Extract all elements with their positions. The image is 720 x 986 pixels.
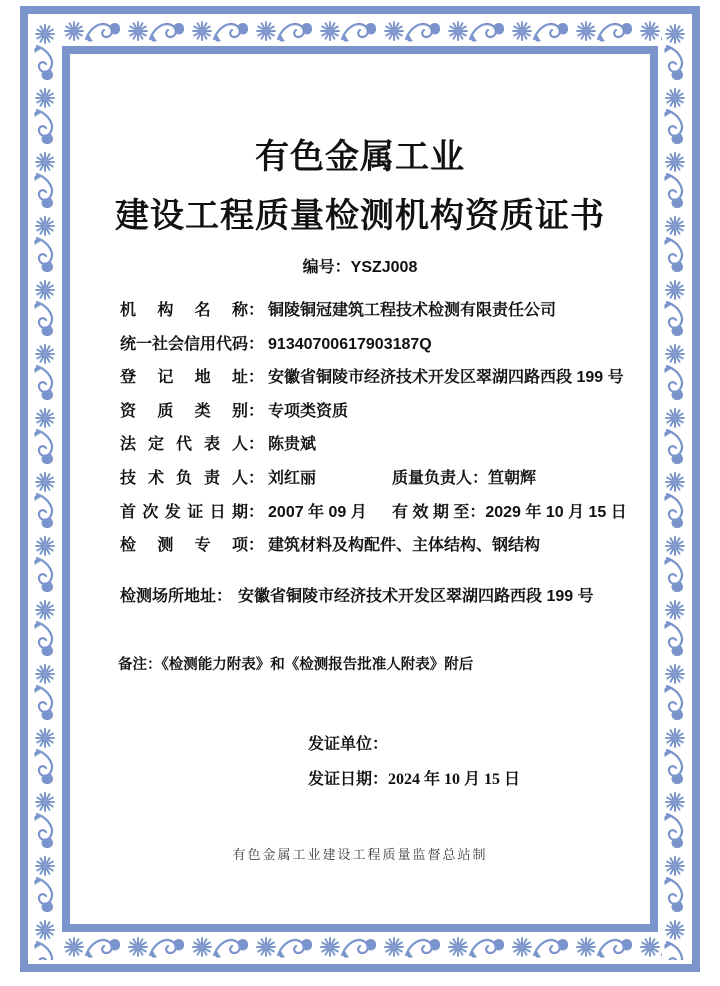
field-label: 质量负责人 [392, 469, 473, 487]
serial-label: 编号： [302, 259, 351, 276]
colon: ： [469, 503, 486, 521]
colon: ： [248, 402, 265, 420]
serial-value: YSZJ008 [350, 259, 418, 276]
serial-number-line [0, 258, 720, 278]
row-inspection-site-address [120, 586, 594, 608]
field-label: 机构名称 [120, 302, 248, 319]
row-technical-manager [120, 462, 624, 496]
field-label: 资质类别 [120, 402, 248, 420]
remark-line: 备注：《检测能力附表》和《检测报告批准人附表》附后 [118, 657, 474, 673]
field-label: 检测场所地址 [120, 588, 217, 605]
border-ornament-bottom [58, 934, 662, 960]
field-label: 首次发证日期 [120, 503, 248, 521]
row-first-issue-date [120, 496, 627, 530]
colon: ： [216, 588, 233, 605]
certificate-title-line2: 建设工程质量检测机构资质证书 [115, 197, 605, 235]
field-label: 有 效 期 至 [392, 503, 470, 521]
colon: ： [248, 436, 265, 454]
field-value: 笪朝辉 [488, 469, 537, 487]
border-ornament-top [58, 18, 662, 44]
field-value: 2029 年 10 月 15 日 [485, 503, 627, 521]
row-legal-representative [120, 428, 624, 462]
colon: ： [248, 335, 265, 353]
field-label: 技术负责人 [120, 469, 248, 487]
field-value: 陈贵斌 [268, 436, 317, 454]
colon: ： [248, 369, 265, 387]
issuing-date-value: 2024 年 10 月 15 日 [388, 771, 521, 788]
field-value: 安徽省铜陵市经济技术开发区翠湖四路西段 199 号 [268, 369, 624, 387]
field-value: 铜陵铜冠建筑工程技术检测有限责任公司 [268, 302, 557, 319]
colon: ： [248, 503, 265, 521]
issuing-date-line [308, 770, 520, 790]
certificate-title-line1: 有色金属工业 [255, 138, 465, 176]
issuing-unit-line: 发证单位： [308, 736, 389, 753]
row-registered-address [120, 361, 624, 395]
field-value: 安徽省铜陵市经济技术开发区翠湖四路西段 199 号 [238, 588, 594, 605]
row-inspection-specialties [120, 529, 624, 563]
field-label: 登记地址 [120, 369, 248, 387]
field-label: 法定代表人 [120, 436, 248, 454]
field-value: 专项类资质 [268, 402, 349, 420]
row-credit-code [120, 328, 624, 362]
field-label: 统一社会信用代码 [120, 335, 248, 353]
colon: ： [248, 537, 265, 555]
field-label: 检测专项 [120, 537, 248, 555]
issuing-date-label: 发证日期： [308, 771, 389, 788]
field-value: 刘红丽 [268, 469, 317, 487]
field-value: 建筑材料及构配件、主体结构、钢结构 [268, 537, 541, 555]
colon: ： [472, 469, 489, 487]
colon: ： [248, 469, 265, 487]
colon: ： [248, 302, 265, 319]
info-block [120, 294, 627, 563]
field-value: 2007 年 09 月 [268, 503, 367, 521]
row-qualification-category [120, 395, 624, 429]
row-org-name [120, 294, 624, 328]
field-value: 91340700617903187Q [268, 335, 432, 353]
issuer-imprint: 有色金属工业建设工程质量监督总站制 [232, 847, 488, 862]
valid-until-pair [392, 496, 627, 530]
quality-manager-pair [392, 462, 536, 496]
